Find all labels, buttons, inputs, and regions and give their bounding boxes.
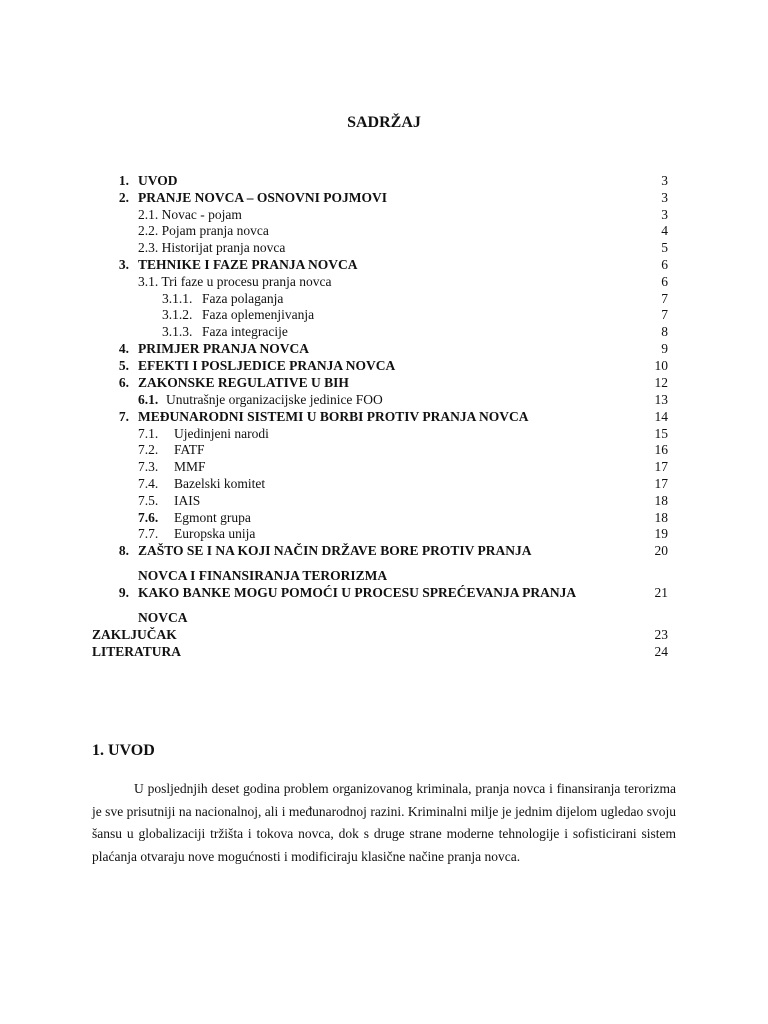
toc-entry-text: 3.1. Tri faze u procesu pranja novca [138, 274, 332, 289]
section-heading: 1. UVOD [92, 742, 155, 759]
toc-entry-number: 3. [118, 257, 129, 272]
toc-entry [0, 391, 768, 408]
toc-entry-page: 21 [654, 585, 668, 600]
toc-entry-number: 7.6. [138, 510, 159, 525]
toc-entry-number: 7.5. [138, 493, 159, 508]
toc-entry-text: EFEKTI I POSLJEDICE PRANJA NOVCA [138, 358, 396, 373]
toc-entry-text: LITERATURA [92, 644, 182, 659]
toc-entry-text: ZAŠTO SE I NA KOJI NAČIN DRŽAVE BORE PROTIV PRANJA [138, 543, 532, 558]
toc-entry-text: ZAKONSKE REGULATIVE U BIH [138, 375, 349, 390]
toc-entry-page: 3 [661, 190, 668, 205]
toc-entry-number: 6. [118, 375, 129, 390]
toc-entry [0, 357, 768, 374]
toc-entry-number: 7.2. [138, 442, 159, 457]
toc-entry [0, 542, 768, 559]
toc-entry-number: 2. [118, 190, 129, 205]
toc-entry-page: 3 [661, 207, 668, 222]
toc-entry-text: TEHNIKE I FAZE PRANJA NOVCA [138, 257, 358, 272]
toc-entry [0, 239, 768, 256]
toc-entry-page: 3 [661, 173, 668, 188]
toc-entry-number: 1. [118, 173, 129, 188]
toc-entry-number: 6.1. [138, 392, 159, 407]
toc-entry-page: 18 [654, 510, 668, 525]
toc-entry-text: 2.3. Historijat pranja novca [138, 240, 286, 255]
toc-entry [0, 189, 768, 206]
toc-entry-continuation [0, 567, 768, 584]
toc-entry-number: 7.4. [138, 476, 159, 491]
body-paragraph: U posljednjih deset godina problem organizovanog kriminala, pranja novca i finansiranja terorizma je sve prisutniji na nacionalnoj, ali i međunarodnoj razini. Kriminalni milje je jednim dijelom ugledao svoju šansu u globalizaciji tržišta i tokova novca, dok s druge strane moderne tehnologije i sofisticirani sistem plaćanja otvaraju nove mogućnosti i modificiraju klasične načine pranja novca. [92, 781, 676, 864]
toc-entry-page: 23 [654, 627, 668, 642]
toc-entry-number: 9. [118, 585, 129, 600]
toc-entry-number: 3.1.1. [162, 291, 193, 306]
toc-entry [0, 273, 768, 290]
toc-entry-number: 7.1. [138, 426, 159, 441]
toc-entry-text: FATF [174, 442, 205, 457]
toc-entry [0, 509, 768, 526]
toc-entry [0, 222, 768, 239]
toc-entry [0, 172, 768, 189]
toc-entry-page: 13 [654, 392, 668, 407]
toc-entry [0, 525, 768, 542]
toc-entry-text: MMF [174, 459, 206, 474]
toc-entry [0, 306, 768, 323]
toc-title: SADRŽAJ [347, 114, 421, 131]
toc-entry-text: NOVCA [138, 610, 188, 625]
toc-entry-text: UVOD [138, 173, 178, 188]
toc-entry-page: 20 [654, 543, 668, 558]
toc-entry-page: 12 [654, 375, 668, 390]
toc-entry-text: Bazelski komitet [174, 476, 266, 491]
toc-entry-text: PRANJE NOVCA – OSNOVNI POJMOVI [138, 190, 388, 205]
toc-entry-page: 7 [661, 291, 668, 306]
toc-entry [0, 584, 768, 601]
toc-entry-page: 24 [654, 644, 668, 659]
toc-entry [0, 256, 768, 273]
toc-entry-text: ZAKLJUČAK [92, 627, 177, 642]
toc-entry-number: 3.1.2. [162, 307, 193, 322]
toc-entry [0, 340, 768, 357]
toc-entry-page: 18 [654, 493, 668, 508]
toc-entry-page: 8 [661, 324, 668, 339]
toc-entry-text: NOVCA I FINANSIRANJA TERORIZMA [138, 568, 388, 583]
toc-entry-number: 7. [118, 409, 129, 424]
toc-entry-page: 17 [654, 476, 668, 491]
toc-entry-number: 4. [118, 341, 129, 356]
toc-entry [0, 408, 768, 425]
toc-entry-page: 7 [661, 307, 668, 322]
toc-entry [0, 626, 768, 643]
toc-entry-page: 9 [661, 341, 668, 356]
toc-entry-text: MEĐUNARODNI SISTEMI U BORBI PROTIV PRANJA NOVCA [138, 409, 529, 424]
toc-entry-text: KAKO BANKE MOGU POMOĆI U PROCESU SPREĆEVANJA PRANJA [138, 585, 577, 600]
toc-entry-number: 3.1.3. [162, 324, 193, 339]
toc-entry-text: PRIMJER PRANJA NOVCA [138, 341, 309, 356]
toc-entry-text: 2.1. Novac - pojam [138, 207, 242, 222]
toc-entry-number: 8. [118, 543, 129, 558]
toc-entry-number: 7.3. [138, 459, 159, 474]
toc-entry-number: 7.7. [138, 526, 159, 541]
toc-entry-page: 15 [654, 426, 668, 441]
toc-entry-page: 16 [654, 442, 668, 457]
toc-entry-text: Ujedinjeni narodi [174, 426, 269, 441]
toc-entry [0, 475, 768, 492]
toc-entry [0, 290, 768, 307]
toc-entry-page: 5 [661, 240, 668, 255]
toc-entry-page: 14 [654, 409, 668, 424]
toc-entry [0, 643, 768, 660]
toc-entry-page: 10 [654, 358, 668, 373]
toc-entry-page: 19 [654, 526, 668, 541]
toc-entry [0, 492, 768, 509]
toc-entry [0, 323, 768, 340]
toc-entry-text: Europska unija [174, 526, 256, 541]
toc-entry-number: 5. [118, 358, 129, 373]
toc-entry-page: 6 [661, 274, 668, 289]
toc-entry-page: 17 [654, 459, 668, 474]
toc-entry-text: Unutrašnje organizacijske jedinice FOO [166, 392, 383, 407]
toc-entry-text: Faza polaganja [202, 291, 284, 306]
toc-entry-text: IAIS [174, 493, 201, 508]
toc-entry [0, 441, 768, 458]
toc-entry-text: Egmont grupa [174, 510, 251, 525]
toc-entry [0, 458, 768, 475]
toc-entry-text: 2.2. Pojam pranja novca [138, 223, 269, 238]
toc-entry-text: Faza integracije [202, 324, 288, 339]
toc-entry-text: Faza oplemenjivanja [202, 307, 315, 322]
toc-entry [0, 206, 768, 223]
toc-entry [0, 425, 768, 442]
toc-entry-page: 6 [661, 257, 668, 272]
toc-entry [0, 374, 768, 391]
toc-entry-continuation [0, 609, 768, 626]
toc-entry-page: 4 [661, 223, 668, 238]
